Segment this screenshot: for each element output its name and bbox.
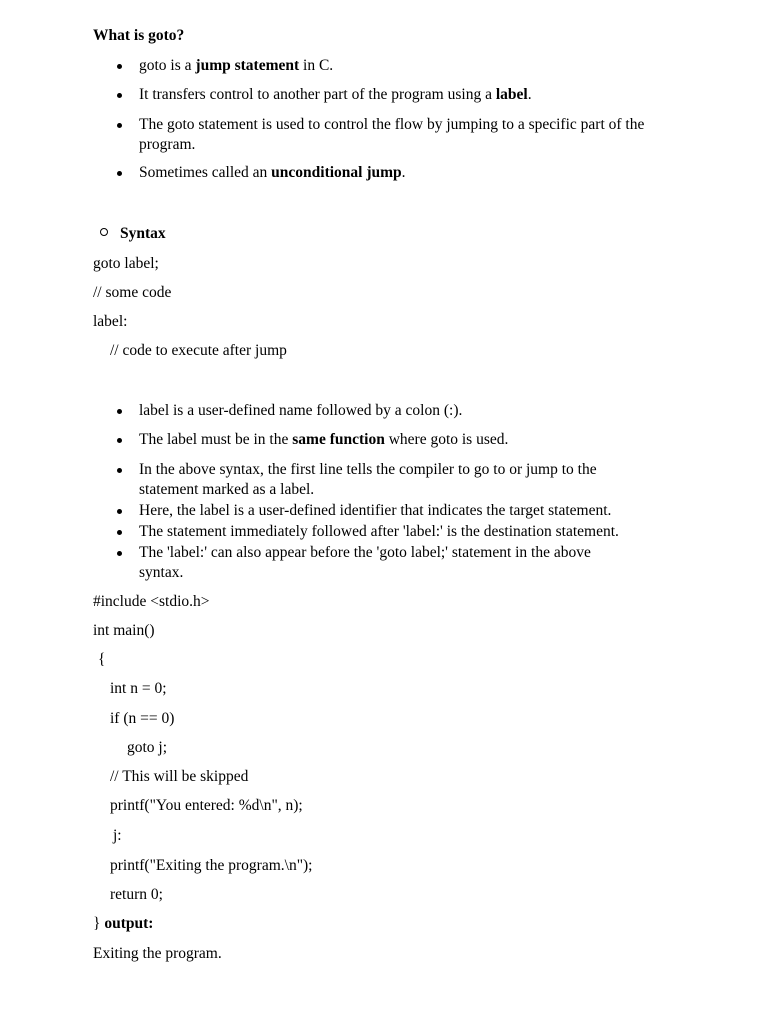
bullet-icon (117, 438, 122, 443)
list-item: In the above syntax, the first line tells the compiler to go to or jump to the statement marked as a label. (139, 461, 597, 498)
list-item: The statement immediately followed after 'label:' is the destination statement. (139, 523, 619, 540)
code-line: printf("You entered: %d\n", n); (110, 797, 303, 814)
closing-line (93, 914, 153, 934)
code-line: goto j; (127, 739, 168, 756)
list-item: goto is a jump statement in C. (139, 57, 334, 74)
list-item: Sometimes called an unconditional jump. (139, 164, 406, 181)
bullet-icon (117, 64, 122, 69)
code-line: return 0; (110, 886, 163, 903)
syntax-heading: Syntax (120, 225, 166, 242)
closing-brace: } (93, 915, 101, 932)
code-line: j: (113, 827, 122, 844)
code-line: #include <stdio.h> (93, 593, 210, 610)
bullet-icon (117, 123, 122, 128)
bullet-icon (117, 468, 122, 473)
code-line: int n = 0; (110, 680, 167, 697)
output-text: Exiting the program. (93, 945, 222, 962)
syntax-line: goto label; (93, 255, 159, 272)
bullet-icon (117, 551, 122, 556)
syntax-line: // some code (93, 284, 172, 301)
list-item: label is a user-defined name followed by a colon (:). (139, 402, 463, 419)
output-label: output: (104, 915, 154, 932)
code-line: // This will be skipped (110, 768, 249, 785)
syntax-line: label: (93, 313, 128, 330)
syntax-line: // code to execute after jump (110, 342, 287, 359)
bullet-icon (117, 171, 122, 176)
bullet-icon (117, 509, 122, 514)
hollow-bullet-icon (100, 228, 108, 236)
bullet-icon (117, 409, 122, 414)
code-line: printf("Exiting the program.\n"); (110, 857, 313, 874)
list-item: It transfers control to another part of the program using a label. (139, 86, 532, 103)
code-line: int main() (93, 622, 155, 639)
list-item: The goto statement is used to control the flow by jumping to a specific part of the program. (139, 116, 645, 153)
code-line: if (n == 0) (110, 710, 175, 727)
list-item: The 'label:' can also appear before the 'goto label;' statement in the above syntax. (139, 544, 591, 581)
list-item: The label must be in the same function where goto is used. (139, 431, 509, 448)
bullet-icon (117, 93, 122, 98)
code-line: { (98, 651, 106, 668)
section-heading: What is goto? (93, 27, 185, 44)
bullet-icon (117, 530, 122, 535)
list-item: Here, the label is a user-defined identifier that indicates the target statement. (139, 502, 612, 519)
